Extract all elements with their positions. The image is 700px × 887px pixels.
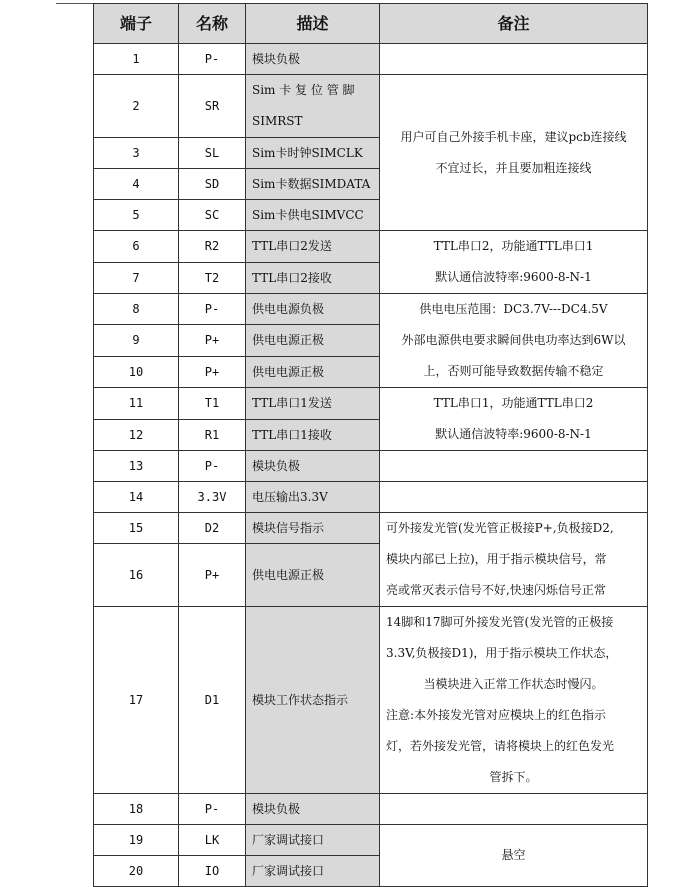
pin-name: P+ bbox=[179, 544, 246, 607]
note-empty bbox=[380, 794, 648, 825]
pin-number: 1 bbox=[94, 44, 179, 75]
pin-number: 12 bbox=[94, 419, 179, 451]
pin-number: 8 bbox=[94, 294, 179, 325]
pin-desc: 电压输出3.3V bbox=[246, 482, 380, 513]
header-notes: 备注 bbox=[380, 4, 648, 44]
pin-number: 19 bbox=[94, 825, 179, 856]
pin-name: R1 bbox=[179, 419, 246, 451]
pin-desc: 模块工作状态指示 bbox=[246, 607, 380, 794]
note-line: 默认通信波特率:9600-8-N-1 bbox=[435, 427, 592, 441]
pin-number: 17 bbox=[94, 607, 179, 794]
note-empty bbox=[380, 44, 648, 75]
header-pin: 端子 bbox=[94, 4, 179, 44]
pin-name: SD bbox=[179, 169, 246, 200]
pin-desc: TTL串口2接收 bbox=[246, 262, 380, 294]
pin-number: 10 bbox=[94, 356, 179, 387]
pin-number: 13 bbox=[94, 451, 179, 482]
pin-name: D2 bbox=[179, 513, 246, 544]
pin-desc: Sim卡数据SIMDATA bbox=[246, 169, 380, 200]
pin-number: 16 bbox=[94, 544, 179, 607]
pin-number: 7 bbox=[94, 262, 179, 294]
pin-number: 5 bbox=[94, 200, 179, 231]
pin-desc: TTL串口1发送 bbox=[246, 388, 380, 420]
pin-desc: TTL串口2发送 bbox=[246, 231, 380, 263]
pin-name: SR bbox=[179, 75, 246, 138]
pin-name: P- bbox=[179, 451, 246, 482]
pin-desc: 供电电源正极 bbox=[246, 544, 380, 607]
pin-name: P- bbox=[179, 44, 246, 75]
pin-desc-line: SIMRST bbox=[252, 114, 303, 128]
note-line: 注意:本外接发光管对应模块上的红色指示 bbox=[386, 708, 607, 722]
pin-number: 20 bbox=[94, 856, 179, 887]
pin-name: P- bbox=[179, 794, 246, 825]
note-line: 管拆下。 bbox=[489, 770, 538, 784]
note-line: 可外接发光管(发光管正极接P+,负极接D2, bbox=[386, 521, 614, 535]
note-line: 14脚和17脚可外接发光管(发光管的正极接 bbox=[386, 615, 614, 629]
pin-desc: TTL串口1接收 bbox=[246, 419, 380, 451]
pin-number: 9 bbox=[94, 325, 179, 356]
note-line: TTL串口2，功能通TTL串口1 bbox=[433, 239, 594, 253]
pin-desc: 供电电源负极 bbox=[246, 294, 380, 325]
pin-name: SC bbox=[179, 200, 246, 231]
note-line: 用户可自己外接手机卡座，建议pcb连接线 bbox=[400, 129, 627, 144]
table-row bbox=[94, 513, 648, 544]
note-ttl1 bbox=[380, 388, 648, 451]
note-line: 外部电源供电要求瞬间供电功率达到6W以 bbox=[401, 333, 626, 347]
note-debug: 悬空 bbox=[380, 825, 648, 887]
pin-desc: Sim卡供电SIMVCC bbox=[246, 200, 380, 231]
pin-number: 15 bbox=[94, 513, 179, 544]
note-line: 模块内部已上拉)，用于指示模块信号，常 bbox=[386, 552, 607, 566]
note-line: 供电电压范围：DC3.7V---DC4.5V bbox=[419, 302, 608, 316]
table-row bbox=[94, 794, 648, 825]
pin-number: 14 bbox=[94, 482, 179, 513]
pin-name: T2 bbox=[179, 262, 246, 294]
pin-number: 18 bbox=[94, 794, 179, 825]
note-line: TTL串口1，功能通TTL串口2 bbox=[433, 396, 594, 410]
pin-desc: 厂家调试接口 bbox=[246, 825, 380, 856]
pin-desc: 厂家调试接口 bbox=[246, 856, 380, 887]
pin-name: D1 bbox=[179, 607, 246, 794]
pin-name: 3.3V bbox=[179, 482, 246, 513]
pin-name: T1 bbox=[179, 388, 246, 420]
pin-desc: 模块信号指示 bbox=[246, 513, 380, 544]
note-line: 不宜过长，并且要加粗连接线 bbox=[435, 160, 592, 175]
pin-name: LK bbox=[179, 825, 246, 856]
pin-desc-line: Sim 卡 复 位 管 脚 bbox=[252, 83, 355, 97]
table-row bbox=[94, 451, 648, 482]
note-line: 上，否则可能导致数据传输不稳定 bbox=[423, 364, 604, 378]
note-line: 亮或常灭表示信号不好,快速闪烁信号正常 bbox=[386, 583, 606, 597]
table-row bbox=[94, 825, 648, 856]
note-empty bbox=[380, 451, 648, 482]
note-power bbox=[380, 294, 648, 388]
table-row bbox=[94, 44, 648, 75]
pin-name: R2 bbox=[179, 231, 246, 263]
pin-number: 11 bbox=[94, 388, 179, 420]
note-ttl2 bbox=[380, 231, 648, 294]
table-row bbox=[94, 294, 648, 325]
pin-table bbox=[93, 3, 648, 887]
note-line: 默认通信波特率:9600-8-N-1 bbox=[435, 270, 592, 284]
pin-name: P- bbox=[179, 294, 246, 325]
table-row bbox=[94, 231, 648, 263]
header-name: 名称 bbox=[179, 4, 246, 44]
pin-desc: 供电电源正极 bbox=[246, 356, 380, 387]
note-sim bbox=[380, 75, 648, 231]
note-signal bbox=[380, 513, 648, 607]
pin-desc: 模块负极 bbox=[246, 794, 380, 825]
pin-number: 2 bbox=[94, 75, 179, 138]
table-row bbox=[94, 75, 648, 138]
note-line: 3.3V,负极接D1)，用于指示模块工作状态， bbox=[386, 646, 618, 660]
header-desc: 描述 bbox=[246, 4, 380, 44]
pin-number: 6 bbox=[94, 231, 179, 263]
pin-number: 3 bbox=[94, 138, 179, 169]
pin-desc: 供电电源正极 bbox=[246, 325, 380, 356]
pin-name: P+ bbox=[179, 356, 246, 387]
note-status bbox=[380, 607, 648, 794]
table-row bbox=[94, 607, 648, 794]
pin-name: P+ bbox=[179, 325, 246, 356]
pin-number: 4 bbox=[94, 169, 179, 200]
pin-desc: 模块负极 bbox=[246, 451, 380, 482]
table-row bbox=[94, 388, 648, 420]
note-line: 灯，若外接发光管，请将模块上的红色发光 bbox=[386, 739, 615, 753]
pin-desc: Sim卡时钟SIMCLK bbox=[246, 138, 380, 169]
pin-name: IO bbox=[179, 856, 246, 887]
note-empty bbox=[380, 482, 648, 513]
pin-desc bbox=[246, 75, 380, 138]
header-row bbox=[94, 4, 648, 44]
note-line: 当模块进入正常工作状态时慢闪。 bbox=[423, 677, 604, 691]
pin-desc: 模块负极 bbox=[246, 44, 380, 75]
table-row bbox=[94, 482, 648, 513]
pin-name: SL bbox=[179, 138, 246, 169]
